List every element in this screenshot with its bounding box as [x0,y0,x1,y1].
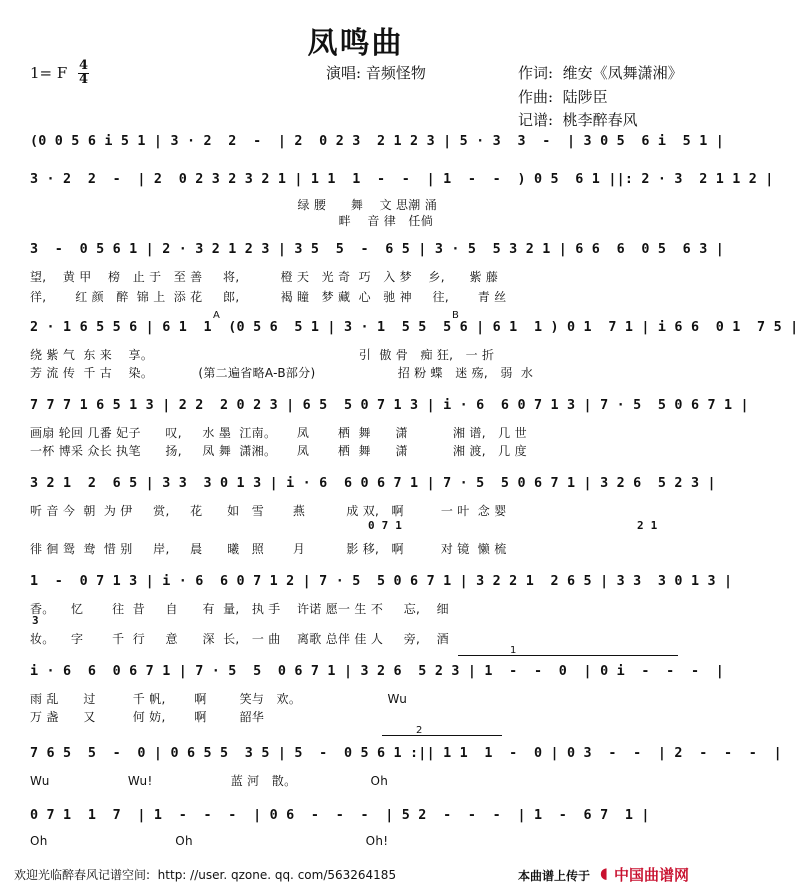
page-title: 凤鸣曲 [307,26,404,61]
notation-row-5: 7 7 7 1 6 5 1 3 | 2 2 2 0 2 3 | 6 5 5 0 7 1 3 | i · 6 6 0 7 1 3 | 7 · 5 5 0 6 7 1 | [30,398,749,413]
ending-2-bracket [382,735,502,736]
notation-row-1: (0 0 5 6 i 5 1 | 3 · 2 2 - | 2 0 2 3 2 1 2 3 | 5 · 3 3 - | 3 0 5 6 i 5 1 | [30,134,724,149]
lyric-row-4-verse-2: 芳 流 传 千 古 染。 (第二遍省略A-B部分) 招 粉 蝶 迷 殇, 弱 水 [30,366,534,380]
segment-marker-b: B [452,310,459,321]
lyric-row-3-verse-1: 望, 黄 甲 榜 止 于 至 善 将, 橙 天 光 奇 巧 入 梦 乡, 紫 藤 [30,270,499,284]
lyric-row-3-verse-2: 徉, 红 颜 醉 锦 上 添 花 郎, 褐 瞳 梦 藏 心 驰 神 往, 青 丝 [30,290,507,304]
composer-credit: 作曲: 陆陟臣 [518,88,608,106]
time-signature-top: 4 [79,58,89,73]
lyric-row-9: Wu Wu! 蓝 河 散。 Oh [30,774,389,788]
lyric-row-4-verse-1: 绕 紫 气 东 来 享。 引 傲 骨 痴 狂, 一 折 [30,348,495,362]
transcriber-credit: 记谱: 桃李醉春风 [518,111,638,129]
lyric-row-8-verse-2: 万 盏 又 何 妨, 啊 韶华 [30,710,265,724]
lyric-row-6-verse-2: 徘 徊 鸳 鸯 惜 别 岸, 晨 曦 照 月 影 移, 啊 对 镜 懒 梳 [30,542,507,556]
notation-row-9: 7 6 5 5 - 0 | 0 6 5 5 3 5 | 5 - 0 5 6 1 :|| 1 1 1 - 0 | 0 3 - - | 2 - - - | [30,746,782,761]
notation-row-6: 3 2 1 2 6 5 | 3 3 3 0 1 3 | i · 6 6 0 6 7 1 | 7 · 5 5 0 6 7 1 | 3 2 6 5 2 3 | [30,476,716,491]
aux-notes-1: 0 7 1 [368,519,403,532]
singer-credit: 演唱: 音频怪物 [326,64,426,82]
lyric-row-2-verse-1: 绿 腰 舞 文 思潮 涌 [30,198,438,212]
lyric-row-8-verse-1: 雨 乱 过 千 帆, 啊 笑与 欢。 Wu [30,692,408,706]
notation-row-4: 2 · 1 6 5 5 6 | 6 1 1 (0 5 6 5 1 | 3 · 1 5 5 5 6 | 6 1 1 ) 0 1 7 1 | i 6 6 0 1 7 5 | [30,320,798,335]
time-signature-bottom: 4 [79,72,89,87]
notation-row-7: 1 - 0 7 1 3 | i · 6 6 0 7 1 2 | 7 · 5 5 0 6 7 1 | 3 2 2 1 2 6 5 | 3 3 3 0 1 3 | [30,574,733,589]
ending-1-bracket [458,655,678,656]
segment-marker-a: A [213,310,220,321]
lyric-row-5-verse-2: 一杯 博采 众长 执笔 扬, 凤 舞 潇湘。 凤 栖 舞 潇 湘 渡, 几 度 [30,444,527,458]
lyricist-credit: 作词: 维安《凤舞潇湘》 [518,64,683,82]
site-logo-icon: ◖ [600,864,608,882]
lyric-row-6-verse-1: 听 音 今 朝 为 伊 赏, 花 如 雪 燕 成 双, 啊 一 叶 念 婴 [30,504,507,518]
notation-row-3: 3 - 0 5 6 1 | 2 · 3 2 1 2 3 | 3 5 5 - 6 5 | 3 · 5 5 3 2 1 | 6 6 6 0 5 6 3 | [30,242,724,257]
footer-upload-text: 本曲谱上传于 [518,869,591,883]
site-logo-text: 中国曲谱网 [614,866,690,884]
aux-notes-2: 2 1 [637,519,658,532]
lyric-row-10: Oh Oh Oh! [30,834,389,848]
lyric-row-7-verse-1: 香。 忆 往 昔 自 有 量, 执 手 许诺 愿一 生 不 忘, 细 [30,602,449,616]
notation-row-10: 0 7 1 1 7 | 1 - - - | 0 6 - - - | 5 2 - - - | 1 - 6 7 1 | [30,808,650,823]
ending-2-label: 2 [416,725,423,736]
notation-row-2: 3 · 2 2 - | 2 0 2 3 2 3 2 1 | 1 1 1 - - | 1 - - ) 0 5 6 1 ||: 2 · 3 2 1 1 2 | [30,172,774,187]
footer-website-text: 欢迎光临醉春风记谱空间: http: //user. qzone. qq. com/563264185 [14,868,397,882]
ending-1-label: 1 [510,645,517,656]
lyric-row-7-verse-2: 妆。 字 千 行 意 深 长, 一 曲 离歌 总伴 佳 人 旁, 酒 [30,632,449,646]
lyric-row-2-verse-2: 畔 音 律 任倘 [30,214,433,228]
lyric-row-5-verse-1: 画扇 轮回 几番 妃子 叹, 水 墨 江南。 凤 栖 舞 潇 湘 谱, 几 世 [30,426,527,440]
key-signature: 1= F [30,64,68,82]
notation-row-8: i · 6 6 0 6 7 1 | 7 · 5 5 0 6 7 1 | 3 2 6 5 2 3 | 1 - - 0 | 0 i - - - | [30,664,724,679]
aux-notes-3: 3 [32,614,39,627]
